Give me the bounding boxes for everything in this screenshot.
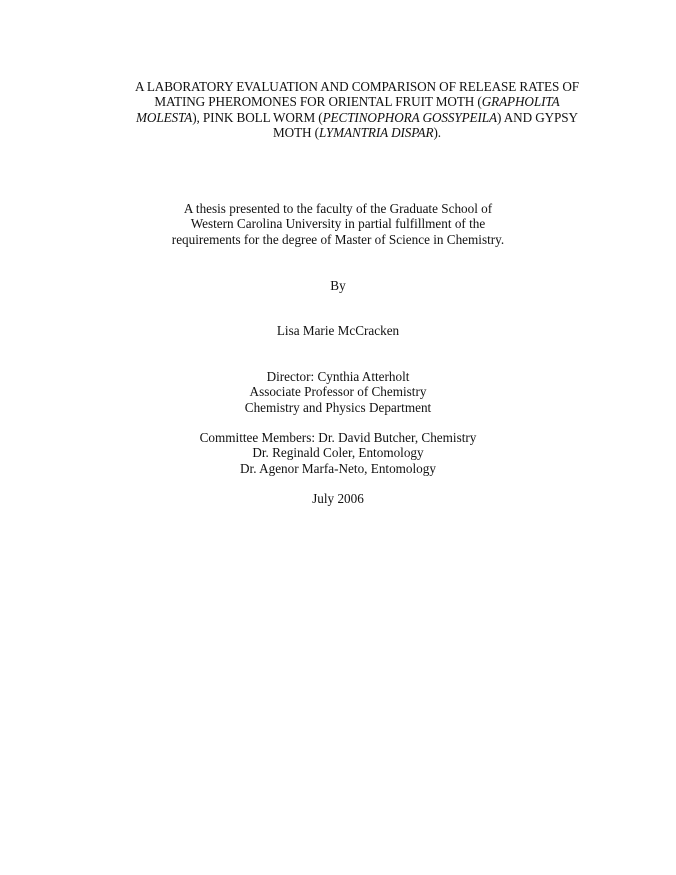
director-line-3: Chemistry and Physics Department xyxy=(244,399,432,415)
submission-date xyxy=(0,491,676,506)
title-line-3-mid: ), PINK BOLL WORM ( xyxy=(192,109,323,125)
author-text: Lisa Marie McCracken xyxy=(276,323,400,338)
title-species-pectinophora: PECTINOPHORA GOSSYPEILA xyxy=(322,109,497,125)
statement-line-2: Western Carolina University in partial fulfillment of the xyxy=(190,216,486,232)
director-line-2: Associate Professor of Chemistry xyxy=(249,384,427,400)
statement-line-3: requirements for the degree of Master of Science in Chemistry. xyxy=(171,231,505,247)
title-line-3-post: ) AND GYPSY xyxy=(496,109,578,125)
statement-line-1: A thesis presented to the faculty of the Graduate School of xyxy=(183,201,493,216)
committee-line-2: Dr. Reginald Coler, Entomology xyxy=(252,445,424,461)
title-species-lymantria: LYMANTRIA DISPAR xyxy=(318,125,434,141)
thesis-statement xyxy=(0,201,676,247)
title-line-2 xyxy=(118,94,596,109)
title-species-molesta: MOLESTA xyxy=(136,109,193,125)
committee-info xyxy=(0,430,676,476)
title-line-1: A LABORATORY EVALUATION AND COMPARISON OF RELEASE RATES OF xyxy=(134,79,580,94)
title-species-grapholita: GRAPHOLITA xyxy=(481,94,560,110)
date-text: July 2006 xyxy=(312,491,364,506)
by-text: By xyxy=(330,278,346,293)
director-info xyxy=(0,369,676,415)
committee-line-1: Committee Members: Dr. David Butcher, Chemistry xyxy=(199,430,477,445)
by-label xyxy=(0,278,676,293)
director-line-1: Director: Cynthia Atterholt xyxy=(266,369,410,384)
title-line-2-text: MATING PHEROMONES FOR ORIENTAL FRUIT MOTH ( xyxy=(154,94,482,110)
thesis-title xyxy=(118,79,596,141)
committee-line-3: Dr. Agenor Marfa-Neto, Entomology xyxy=(240,460,436,476)
title-line-4 xyxy=(118,125,596,140)
title-line-4-post: ). xyxy=(433,125,441,141)
title-line-3 xyxy=(118,110,596,125)
title-line-4-pre: MOTH ( xyxy=(273,125,319,141)
author-name xyxy=(0,323,676,338)
